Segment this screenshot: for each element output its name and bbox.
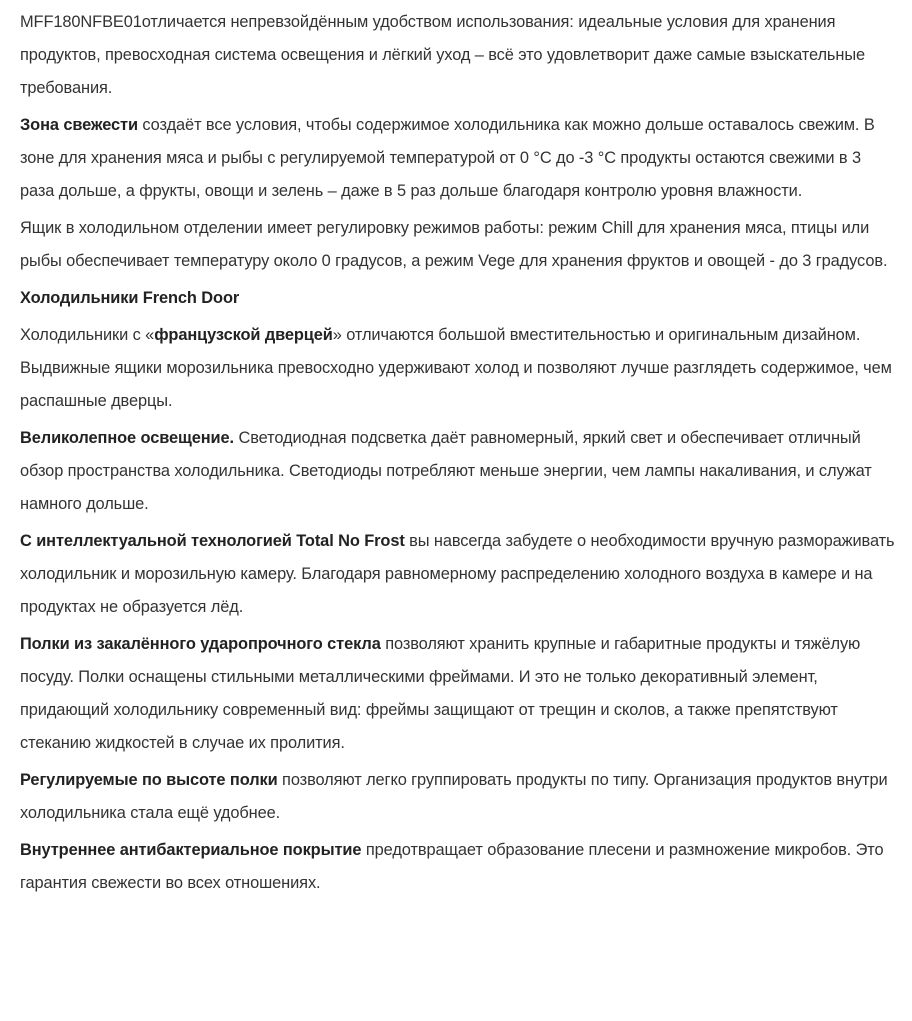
drawer-modes-paragraph [20,212,898,278]
paragraph-lead: Великолепное освещение. [20,429,235,447]
paragraph-lead: С интеллектуальной технологией Total No Frost [20,532,405,550]
lighting-paragraph [20,422,898,521]
paragraph-text: позволяют легко группировать продукты по типу. Организация продуктов внутри холодильника стала ещё удобнее. [20,771,888,822]
paragraph-lead: Полки из закалённого ударопрочного стекла [20,635,381,653]
paragraph-text: MFF180NFBE01отличается непревзойдённым удобством использования: идеальные условия для хранения продуктов, превосходная система освещения и лёгкий уход – всё это удовлетворит даже самые взыскательные требования. [20,13,866,97]
paragraph-text: » отличаются большой вместительностью и оригинальным дизайном. Выдвижные ящики морозильника превосходно удерживают холод и позволяют лучше разглядеть содержимое, чем распашные дверцы. [20,326,892,410]
paragraph-text: Светодиодная подсветка даёт равномерный, яркий свет и обеспечивает отличный обзор пространства холодильника. Светодиоды потребляют меньше энергии, чем лампы накаливания, и служат намного дольше. [20,429,872,513]
paragraph-lead: Зона свежести [20,116,138,134]
paragraph-text: позволяют хранить крупные и габаритные продукты и тяжёлую посуду. Полки оснащены стильными металлическими фреймами. И это не только декоративный элемент, придающий холодильнику современный вид: фреймы защищают от трещин и сколов, а также препятствуют стеканию жидкостей в случае их пролития. [20,635,861,752]
glass-shelves-paragraph [20,628,898,760]
paragraph-text: Холодильники с « [20,326,155,344]
freshness-zone-paragraph [20,109,898,208]
adjustable-shelves-paragraph [20,764,898,830]
paragraph-text: предотвращает образование плесени и размножение микробов. Это гарантия свежести во всех отношениях. [20,841,884,892]
french-door-heading [20,282,898,315]
no-frost-paragraph [20,525,898,624]
french-door-paragraph [20,319,898,418]
paragraph-lead: Внутреннее антибактериальное покрытие [20,841,362,859]
paragraph-lead: французской дверцей [154,326,333,344]
intro-paragraph [20,6,898,105]
paragraph-text: Ящик в холодильном отделении имеет регулировку режимов работы: режим Chill для хранения мяса, птицы или рыбы обеспечивает температуру около 0 градусов, а режим Vege для хранения фруктов и овощей - до 3 градусов. [20,219,888,270]
paragraph-lead: Регулируемые по высоте полки [20,771,278,789]
paragraph-text: создаёт все условия, чтобы содержимое холодильника как можно дольше оставалось свежим. В зоне для хранения мяса и рыбы с регулируемой температурой от 0 °С до -3 °С продукты остаются свежими в 3 раза дольше, а фрукты, овощи и зелень – даже в 5 раз дольше благодаря контролю уровня влажности. [20,116,875,200]
section-heading: Холодильники French Door [20,289,240,307]
antibacterial-paragraph [20,834,898,900]
paragraph-text: вы навсегда забудете о необходимости вручную размораживать холодильник и морозильную камеру. Благодаря равномерному распределению холодного воздуха в камере и на продуктах не образуется лёд. [20,532,895,616]
